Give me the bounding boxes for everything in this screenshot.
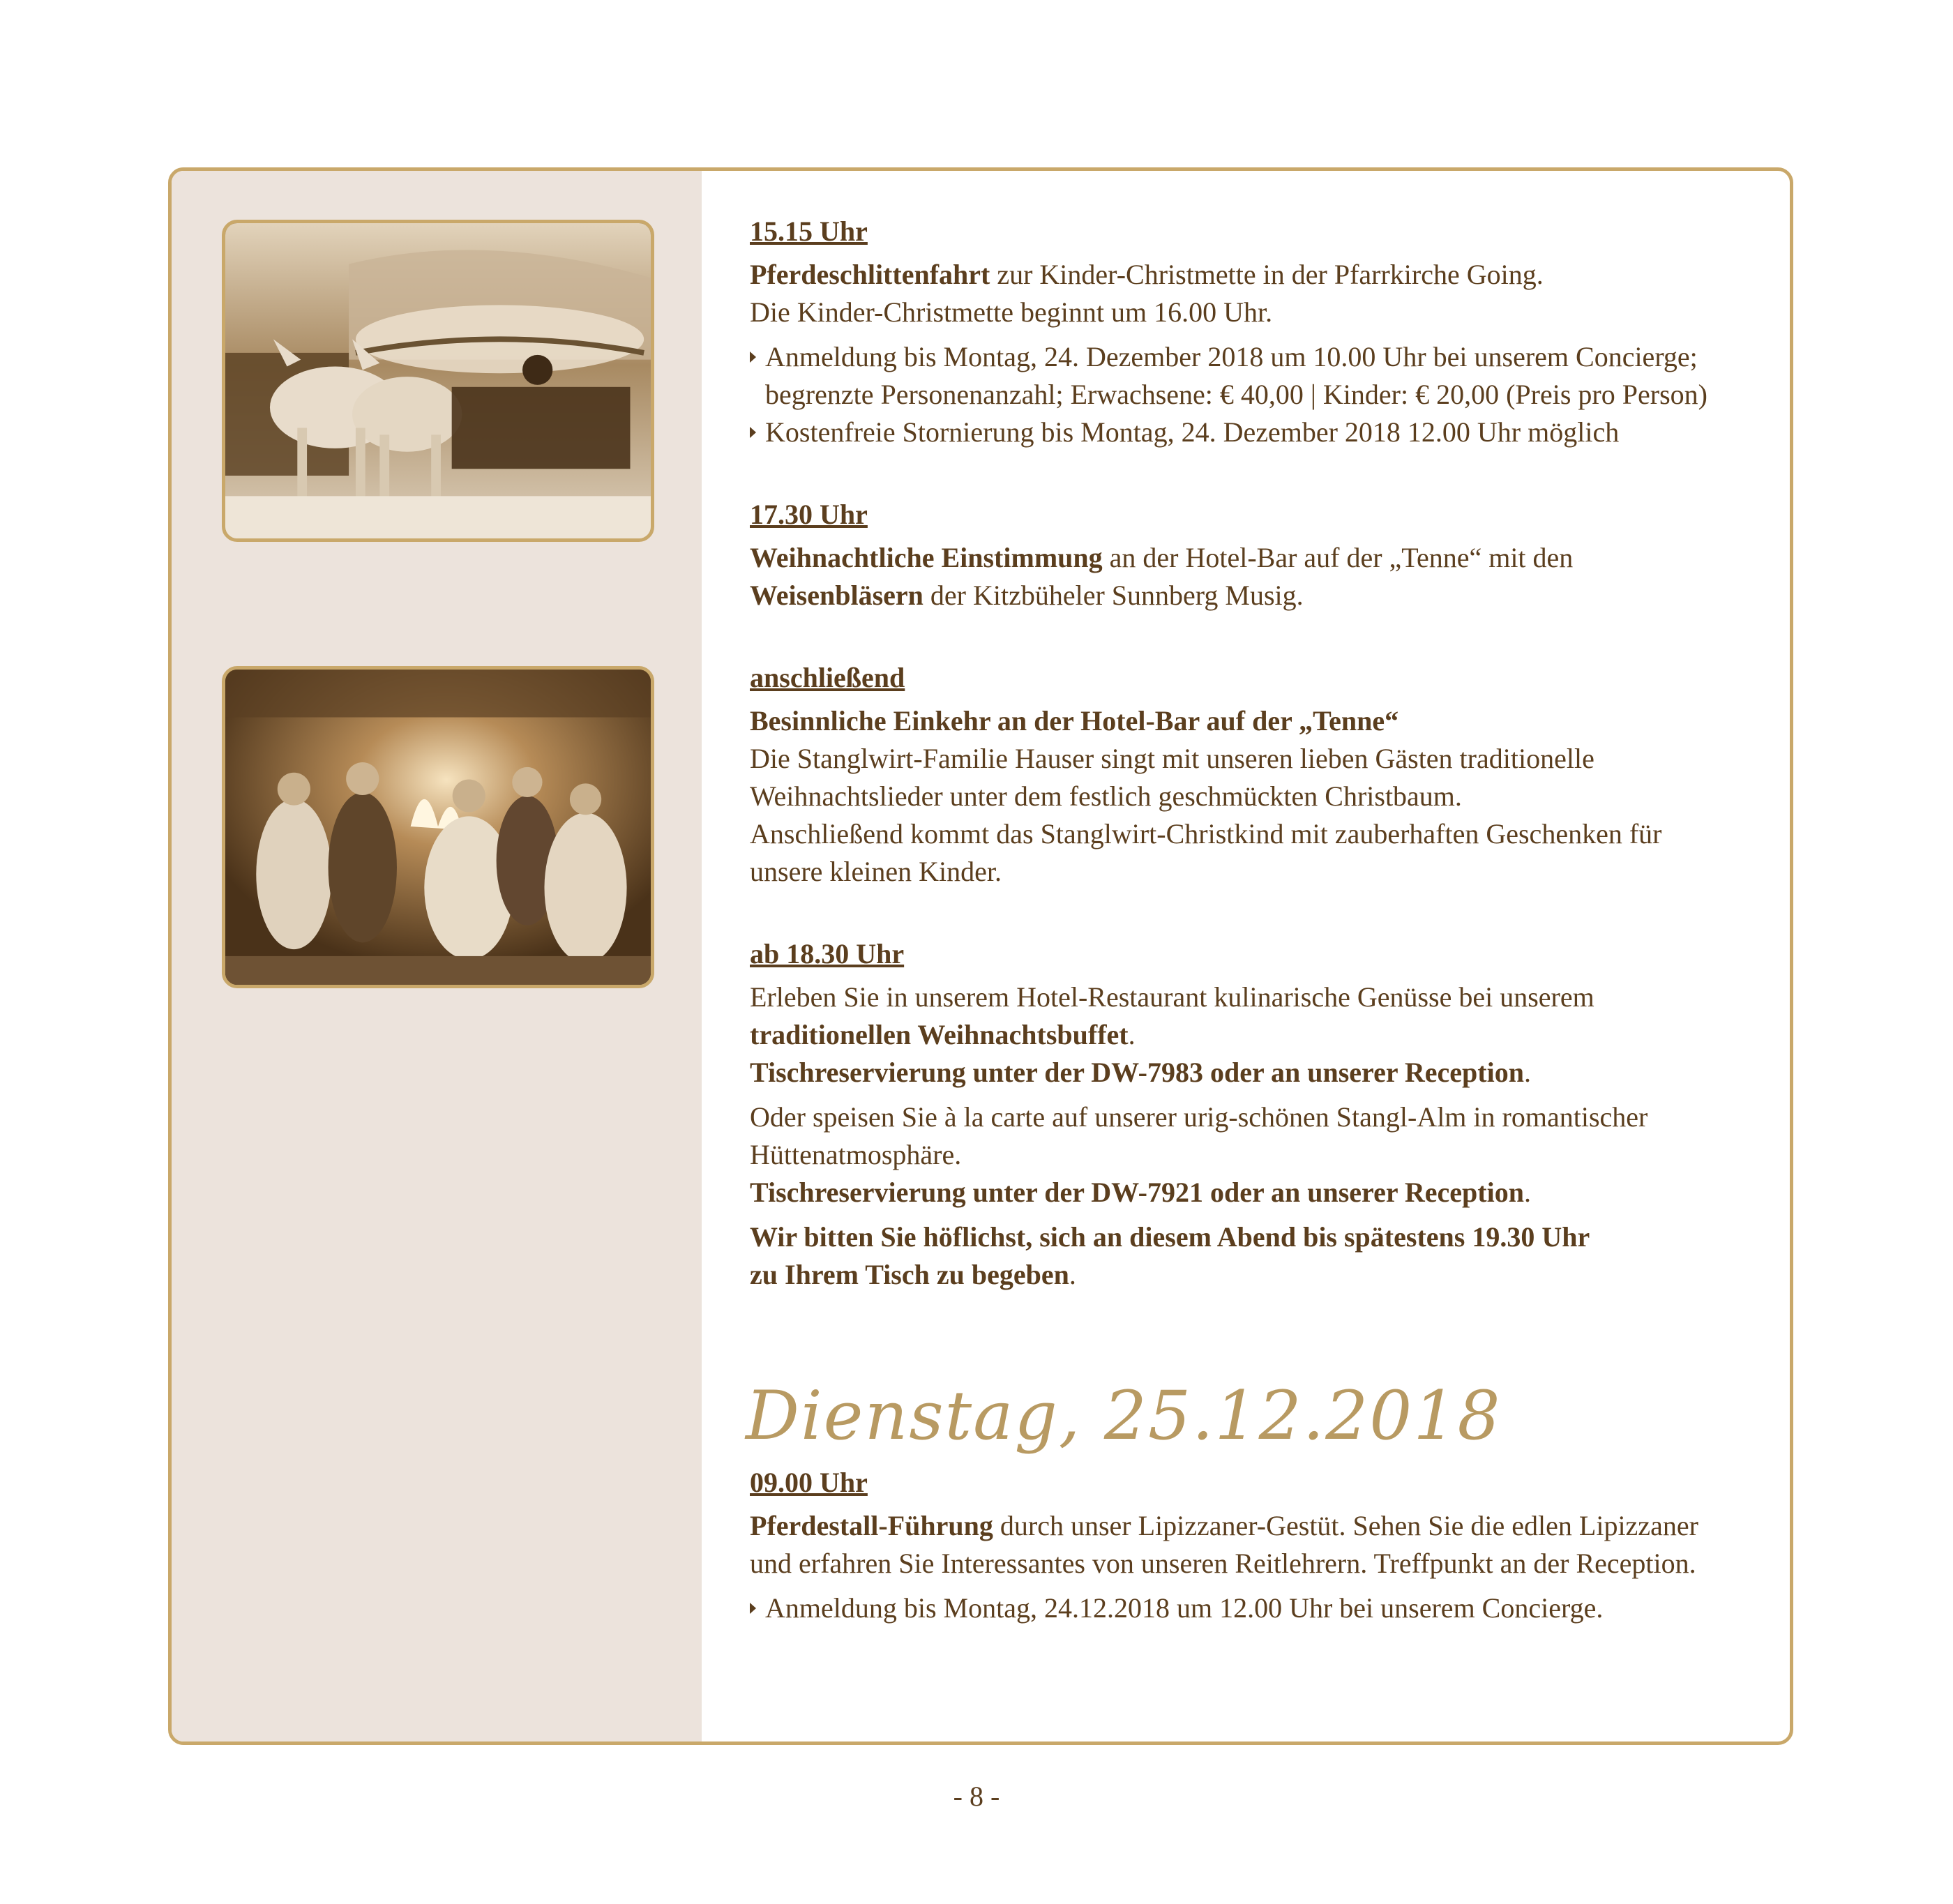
event-line: und erfahren Sie Interessantes von unseren Reitlehrern. Treffpunkt an der Reception. bbox=[750, 1548, 1696, 1579]
event-text: der Kitzbüheler Sunnberg Musig. bbox=[923, 580, 1304, 611]
event-time: anschließend bbox=[750, 662, 905, 693]
punctuation: . bbox=[1069, 1259, 1076, 1290]
event-line: Weihnachtslieder unter dem festlich geschmückten Christbaum. bbox=[750, 780, 1462, 812]
event-time: 15.15 Uhr bbox=[750, 216, 868, 247]
event-description bbox=[750, 539, 1775, 577]
seating-note: Wir bitten Sie höflichst, sich an diesem Abend bis spätestens 19.30 Uhr bbox=[750, 1221, 1590, 1253]
reservation-note: Tischreservierung unter der DW-7983 oder an unserer Reception bbox=[750, 1057, 1524, 1088]
bullet-text: Anmeldung bis Montag, 24. Dezember 2018 um 10.00 Uhr bei unserem Concierge; bbox=[765, 341, 1698, 372]
punctuation: . bbox=[1523, 1177, 1531, 1208]
event-1515 bbox=[750, 213, 1775, 451]
seating-note-text: zu Ihrem Tisch zu begeben bbox=[750, 1259, 1069, 1290]
event-line: Die Kinder-Christmette beginnt um 16.00 Uhr. bbox=[750, 296, 1273, 328]
event-text: an der Hotel-Bar auf der „Tenne“ mit den bbox=[1102, 542, 1574, 573]
event-line bbox=[750, 1174, 1775, 1211]
event-title-rest: zur Kinder-Christmette in der Pfarrkirche Going. bbox=[990, 259, 1544, 290]
event-title: Pferdestall-Führung bbox=[750, 1510, 993, 1541]
horse-sleigh-photo bbox=[222, 220, 654, 542]
event-line: Hüttenatmosphäre. bbox=[750, 1139, 962, 1170]
buffet-label: traditionellen Weihnachtsbuffet bbox=[750, 1019, 1129, 1050]
punctuation: . bbox=[1523, 1057, 1531, 1088]
reservation-note: Tischreservierung unter der DW-7921 oder an unserer Reception bbox=[750, 1177, 1524, 1208]
photo-sidebar bbox=[172, 171, 702, 1741]
bullet-triangle-icon bbox=[750, 427, 756, 438]
event-title: Weisenbläsern bbox=[750, 580, 923, 611]
event-text: durch unser Lipizzaner-Gestüt. Sehen Sie die edlen Lipizzaner bbox=[993, 1510, 1698, 1541]
event-line: Oder speisen Sie à la carte auf unserer urig-schönen Stangl-Alm in romantischer bbox=[750, 1101, 1648, 1133]
event-1830 bbox=[750, 935, 1775, 1294]
event-line: Anschließend kommt das Stanglwirt-Christkind mit zauberhaften Geschenken für bbox=[750, 818, 1662, 849]
event-0900 bbox=[750, 1464, 1775, 1627]
day-heading: Dienstag, 25.12.2018 bbox=[746, 1377, 1502, 1455]
bullet-text: Anmeldung bis Montag, 24.12.2018 um 12.00 Uhr bei unserem Concierge. bbox=[765, 1592, 1604, 1624]
event-title: Besinnliche Einkehr an der Hotel-Bar auf der „Tenne“ bbox=[750, 705, 1399, 736]
event-title: Weihnachtliche Einstimmung bbox=[750, 542, 1103, 573]
event-title: Pferdeschlittenfahrt bbox=[750, 259, 990, 290]
event-line bbox=[750, 1016, 1775, 1054]
program-content bbox=[746, 213, 1775, 1627]
event-time: 17.30 Uhr bbox=[750, 499, 868, 530]
event-1730 bbox=[750, 496, 1775, 614]
bullet-item bbox=[750, 338, 1775, 414]
page-number: - 8 - bbox=[953, 1781, 1000, 1812]
event-description bbox=[750, 1507, 1775, 1545]
bullet-triangle-icon bbox=[750, 352, 756, 363]
seating-note bbox=[750, 1256, 1775, 1294]
bullet-text: begrenzte Personenanzahl; Erwachsene: € 40,00 | Kinder: € 20,00 (Preis pro Person) bbox=[765, 379, 1707, 410]
event-line: unsere kleinen Kinder. bbox=[750, 856, 1002, 887]
event-anschliessend bbox=[750, 659, 1775, 891]
event-line bbox=[750, 1054, 1775, 1091]
bullet-text: Kostenfreie Stornierung bis Montag, 24. Dezember 2018 12.00 Uhr möglich bbox=[765, 416, 1620, 448]
bullet-item bbox=[750, 414, 1775, 451]
bullet-triangle-icon bbox=[750, 1603, 756, 1614]
event-description bbox=[750, 256, 1775, 294]
family-music-photo bbox=[222, 666, 654, 988]
event-description bbox=[750, 577, 1775, 614]
punctuation: . bbox=[1128, 1019, 1136, 1050]
event-line: Erleben Sie in unserem Hotel-Restaurant kulinarische Genüsse bei unserem bbox=[750, 981, 1594, 1013]
event-time: ab 18.30 Uhr bbox=[750, 938, 905, 969]
bullet-item bbox=[750, 1589, 1775, 1627]
event-line: Die Stanglwirt-Familie Hauser singt mit unseren lieben Gästen traditionelle bbox=[750, 743, 1594, 774]
event-time: 09.00 Uhr bbox=[750, 1467, 868, 1498]
